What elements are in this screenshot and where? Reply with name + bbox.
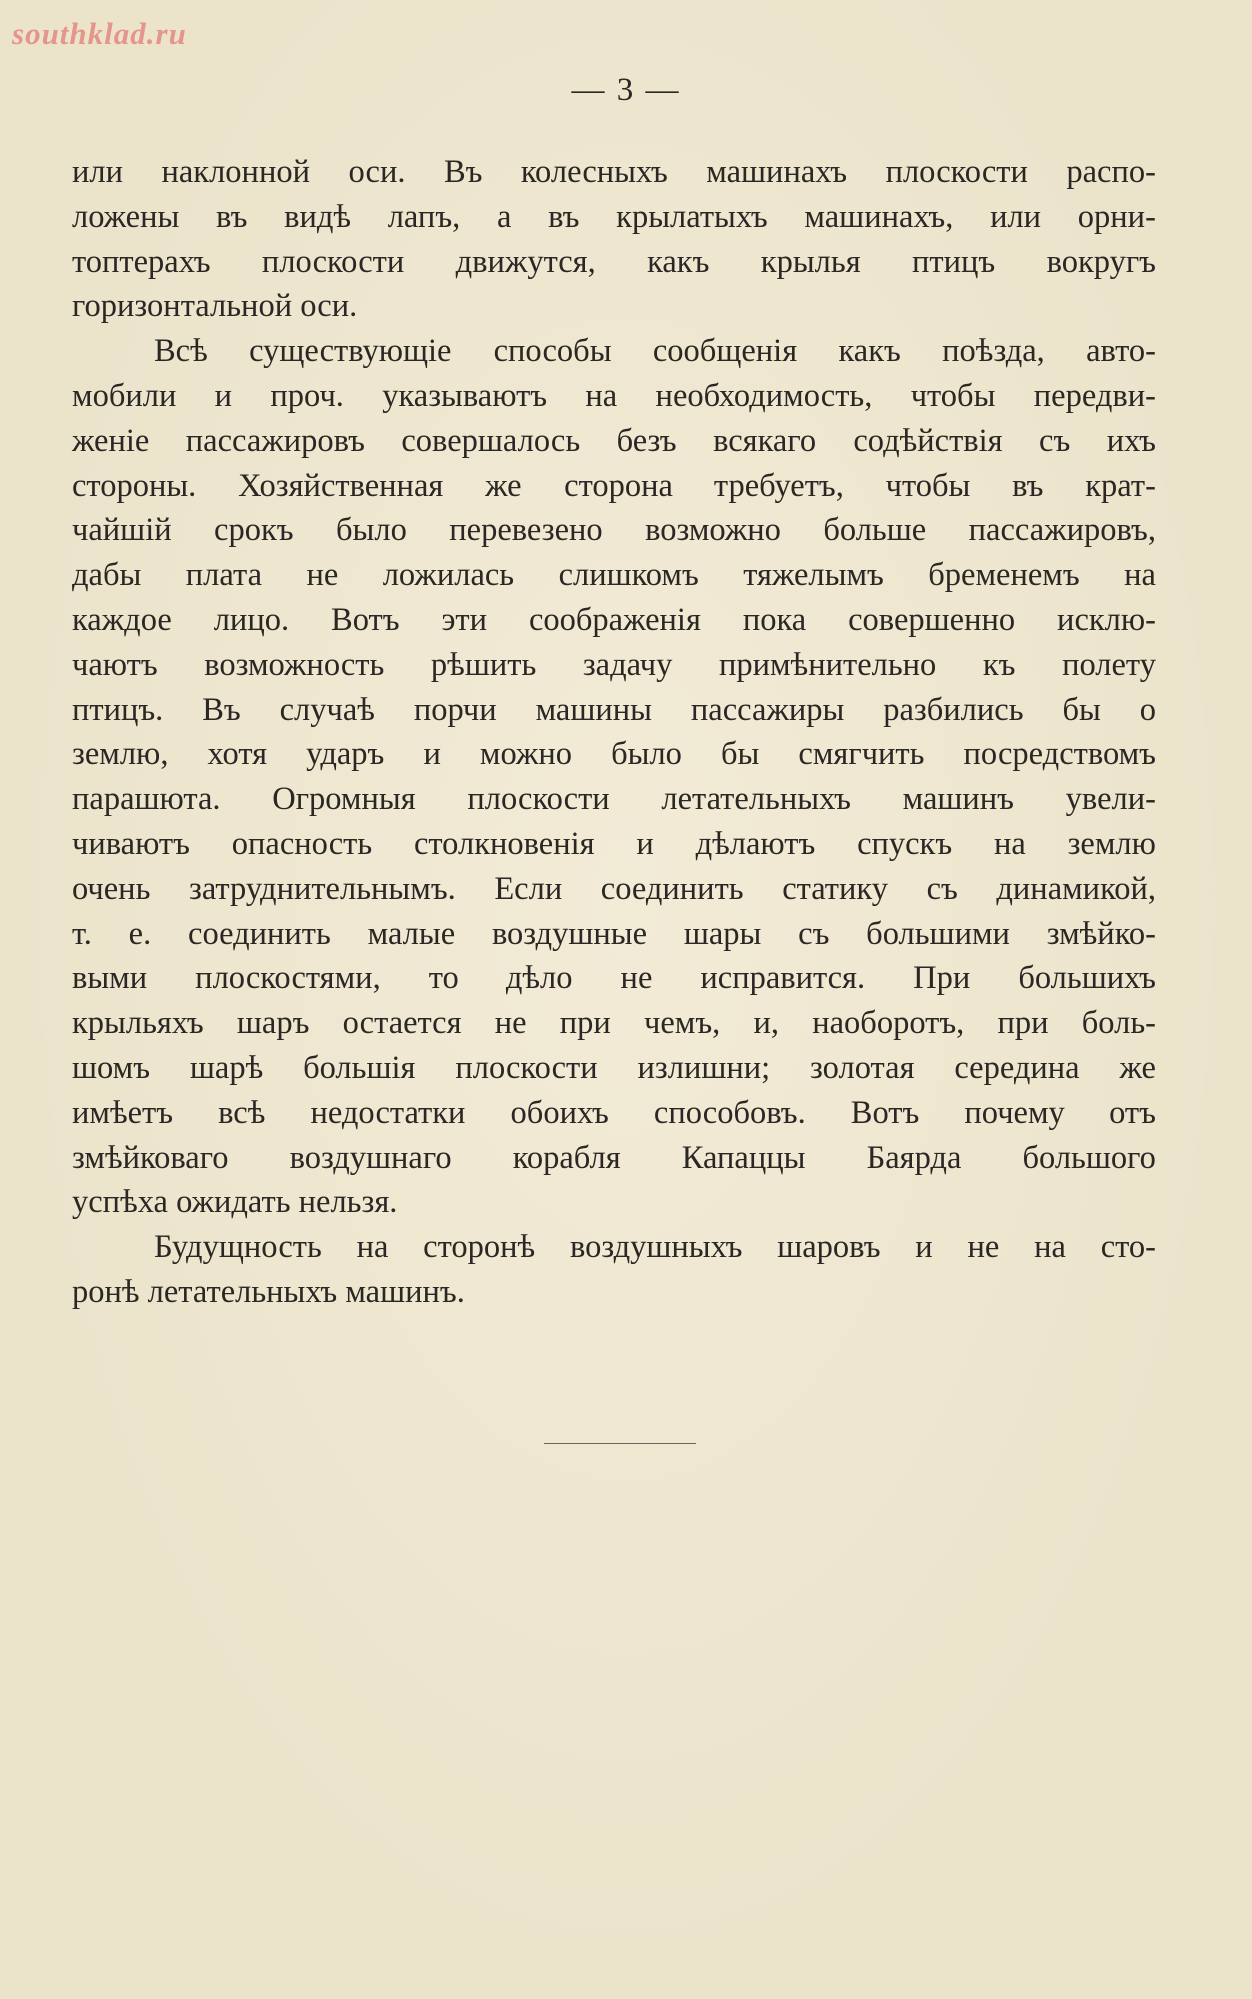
paragraph-2 [72,329,1156,1225]
text-line: ронѣ летательныхъ машинъ. [72,1273,465,1310]
text-line: имѣетъ всѣ недостатки обоихъ способовъ. Вотъ почему отъ [72,1094,1156,1131]
page-number: — 3 — [571,72,681,108]
text-line: успѣха ожидать нельзя. [72,1184,398,1221]
text-line: шомъ шарѣ большія плоскости излишни; золотая середина же [72,1049,1156,1086]
text-line: т. е. соединить малые воздушные шары съ большими змѣйко- [72,915,1156,952]
text-line: каждое лицо. Вотъ эти соображенія пока совершенно исклю- [72,601,1156,638]
text-line: крыльяхъ шаръ остается не при чемъ, и, наоборотъ, при боль- [72,1005,1156,1042]
paragraph-3 [72,1225,1156,1315]
text-line: Всѣ существующіе способы сообщенія какъ поѣзда, авто- [154,333,1156,370]
end-rule [544,1443,696,1444]
text-line: женіе пассажировъ совершалось безъ всякаго содѣйствія съ ихъ [72,422,1156,459]
text-line: выми плоскостями, то дѣло не исправится. При большихъ [72,960,1156,997]
text-line: чайшій срокъ было перевезено возможно больше пассажировъ, [72,512,1156,549]
text-line: парашюта. Огромныя плоскости летательныхъ машинъ увели- [72,781,1156,818]
text-line: землю, хотя ударъ и можно было бы смягчить посредствомъ [72,736,1156,773]
text-line: мобили и проч. указываютъ на необходимость, чтобы передви- [72,377,1156,414]
body-text [72,150,1156,1315]
text-line: ложены въ видѣ лапъ, а въ крылатыхъ машинахъ, или орни- [72,198,1156,235]
text-line: очень затруднительнымъ. Если соединить статику съ динамикой, [72,870,1156,907]
text-line: чаютъ возможность рѣшить задачу примѣнительно къ полету [72,646,1156,683]
text-line: горизонтальной оси. [72,288,358,325]
text-line: или наклонной оси. Въ колесныхъ машинахъ плоскости распо- [72,154,1156,190]
text-line: топтерахъ плоскости движутся, какъ крылья птицъ вокругъ [72,243,1156,280]
text-line: Будущность на сторонѣ воздушныхъ шаровъ и не на сто- [154,1229,1156,1266]
paragraph-1 [72,150,1156,329]
text-line: птицъ. Въ случаѣ порчи машины пассажиры разбились бы о [72,691,1156,728]
text-line: дабы плата не ложилась слишкомъ тяжелымъ бременемъ на [72,557,1156,594]
text-line: змѣйковаго воздушнаго корабля Капаццы Баярда большого [72,1139,1156,1176]
text-line: стороны. Хозяйственная же сторона требуетъ, чтобы въ крат- [72,467,1156,504]
watermark: southklad.ru [12,16,187,51]
text-line: чиваютъ опасность столкновенія и дѣлаютъ спускъ на землю [72,825,1156,862]
